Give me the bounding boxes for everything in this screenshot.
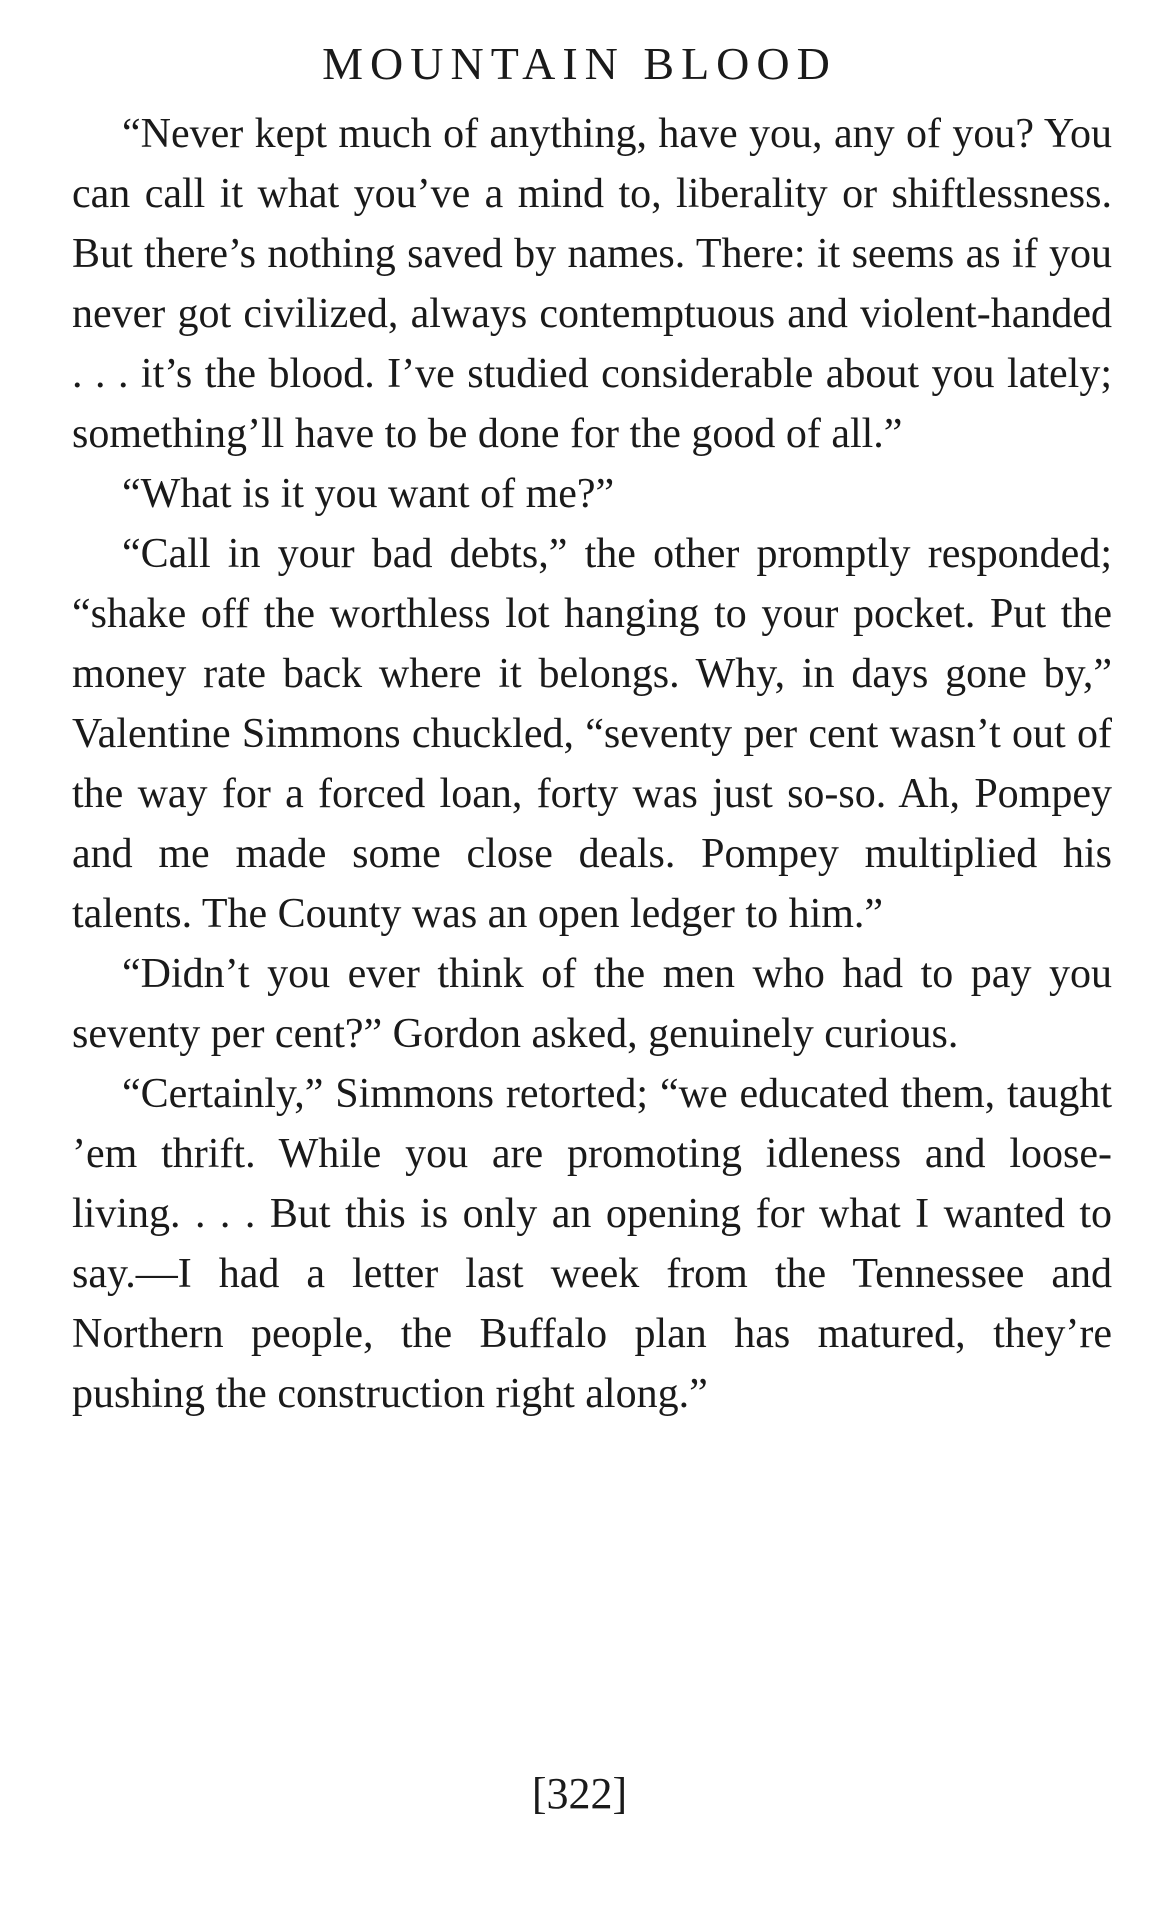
paragraph: “Didn’t you ever think of the men who had to pay you seventy per cent?” Gordon asked, genuinely curious. <box>72 951 1112 1057</box>
paragraph: “Never kept much of anything, have you, any of you? You can call it what you’ve a mind to, liberality or shiftlessness. But there’s nothing saved by names. There: it seems as if you never got civilized, always contemptuous and violent-handed . . . it’s the blood. I’ve studied considerable about you lately; something’ll have to be done for the good of all.” <box>72 111 1112 457</box>
body-text <box>72 104 1112 1424</box>
paragraph: “Certainly,” Simmons retorted; “we educated them, taught ’em thrift. While you are promoting idleness and loose-living. . . . But this is only an opening for what I wanted to say.—I had a letter last week from the Tennessee and Northern people, the Buffalo plan has matured, they’re pushing the construction right along.” <box>72 1071 1112 1417</box>
running-title: MOUNTAIN BLOOD <box>322 38 837 89</box>
page-number: [322] <box>531 1769 628 1818</box>
paragraph: “What is it you want of me?” <box>122 471 615 517</box>
paragraph: “Call in your bad debts,” the other promptly responded; “shake off the worthless lot hanging to your pocket. Put the money rate back where it belongs. Why, in days gone by,” Valentine Simmons chuckled, “seventy per cent wasn’t out of the way for a forced loan, forty was just so-so. Ah, Pompey and me made some close deals. Pompey multiplied his talents. The County was an open ledger to him.” <box>72 531 1112 937</box>
